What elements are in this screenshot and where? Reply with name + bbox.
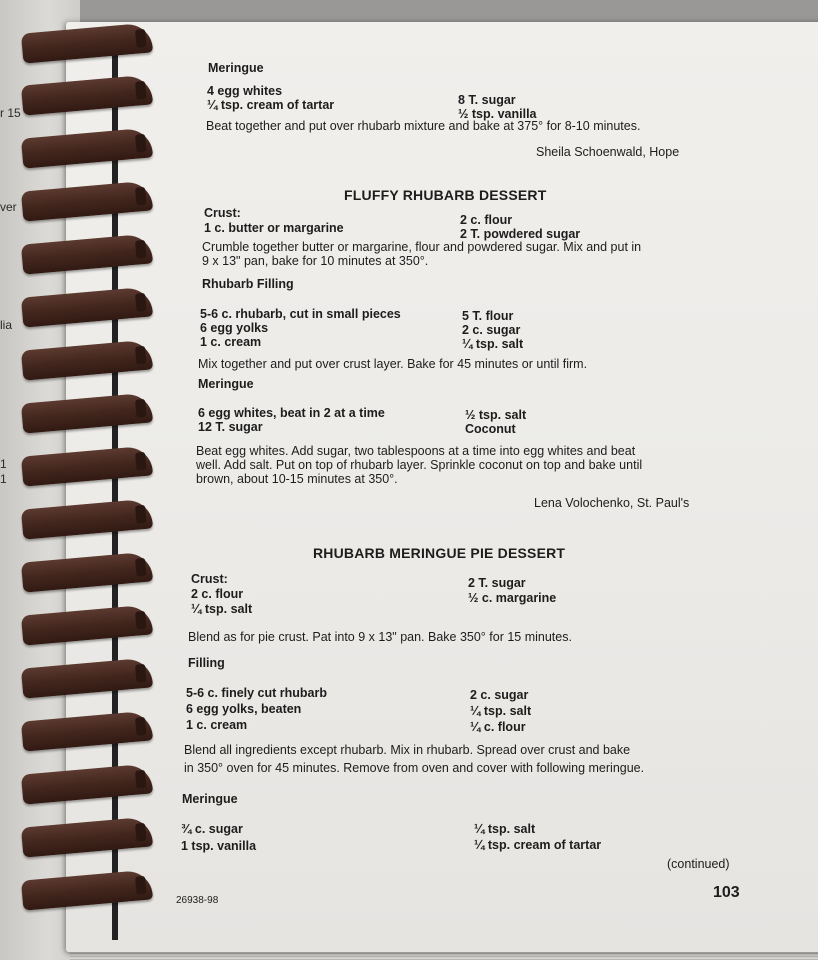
meringue-heading: Meringue	[182, 792, 238, 806]
ingredient: 2 c. sugar	[470, 688, 529, 702]
directions: in 350° oven for 45 minutes. Remove from oven and cover with following meringue.	[184, 761, 645, 775]
left-page-fragment: lia	[0, 318, 13, 332]
ingredient: 5 T. flour	[462, 309, 514, 323]
ingredient: ¼ tsp. cream of tartar	[474, 838, 602, 852]
ingredient: 2 c. flour	[191, 587, 244, 601]
left-page-fragment: r 15	[0, 106, 21, 120]
directions: Blend all ingredients except rhubarb. Mix in rhubarb. Spread over crust and bake	[184, 743, 631, 757]
ingredient: 12 T. sugar	[198, 420, 263, 434]
ingredient: 5-6 c. finely cut rhubarb	[186, 686, 328, 700]
left-page-fragment: 1	[0, 457, 7, 471]
ingredient: ¼ tsp. salt	[470, 704, 532, 718]
left-page-fragment: ver	[0, 200, 17, 214]
cookbook-page	[66, 22, 818, 952]
meringue-heading: Meringue	[198, 377, 254, 391]
continued-note: (continued)	[667, 857, 730, 871]
recipe-title: FLUFFY RHUBARB DESSERT	[344, 187, 547, 203]
ingredient: 2 T. powdered sugar	[460, 227, 581, 241]
ingredient: ½ tsp. salt	[465, 408, 527, 422]
ingredient: 1 tsp. vanilla	[181, 839, 257, 853]
ingredient: 6 egg yolks, beaten	[186, 702, 302, 716]
ingredient: 2 T. sugar	[468, 576, 526, 590]
directions: 9 x 13" pan, bake for 10 minutes at 350°.	[202, 254, 429, 268]
ingredient: 8 T. sugar	[458, 93, 516, 107]
ingredient: ½ c. margarine	[468, 591, 557, 605]
directions: Blend as for pie crust. Pat into 9 x 13" pan. Bake 350° for 15 minutes.	[188, 630, 572, 644]
ingredient: Coconut	[465, 422, 516, 436]
ingredient: 1 c. butter or margarine	[204, 221, 344, 235]
page-number: 103	[713, 884, 740, 901]
recipe-credit: Sheila Schoenwald, Hope	[536, 145, 680, 159]
ingredient: ¼ tsp. cream of tartar	[207, 98, 335, 112]
ingredient: ¾ c. sugar	[181, 822, 243, 836]
ingredient: ½ tsp. vanilla	[458, 107, 537, 121]
ingredient: ¼ tsp. salt	[462, 337, 524, 351]
ingredient: 4 egg whites	[207, 84, 283, 98]
ingredient: 2 c. sugar	[462, 323, 521, 337]
filling-heading: Filling	[188, 656, 225, 670]
ingredient: 2 c. flour	[460, 213, 513, 227]
ingredient: ¼ tsp. salt	[474, 822, 536, 836]
ingredient: 6 egg whites, beat in 2 at a time	[198, 406, 385, 420]
ingredient: ¼ c. flour	[470, 720, 526, 734]
directions: Beat egg whites. Add sugar, two tablespoons at a time into egg whites and beat	[196, 444, 636, 458]
crust-heading: Crust:	[191, 572, 228, 586]
ingredient: ¼ tsp. salt	[191, 602, 253, 616]
filling-heading: Rhubarb Filling	[202, 277, 294, 291]
recipe-credit: Lena Volochenko, St. Paul's	[534, 496, 690, 510]
crust-heading: Crust:	[204, 206, 241, 220]
directions: Beat together and put over rhubarb mixture and bake at 375° for 8-10 minutes.	[206, 119, 641, 133]
directions: brown, about 10-15 minutes at 350°.	[196, 472, 398, 486]
ingredient: 1 c. cream	[186, 718, 248, 732]
directions: Crumble together butter or margarine, flour and powdered sugar. Mix and put in	[202, 240, 642, 254]
recipe-title: RHUBARB MERINGUE PIE DESSERT	[313, 545, 566, 561]
meringue-heading: Meringue	[208, 61, 264, 75]
directions: well. Add salt. Put on top of rhubarb layer. Sprinkle coconut on top and bake until	[196, 458, 643, 472]
ingredient: 1 c. cream	[200, 335, 262, 349]
ingredient: 6 egg yolks	[200, 321, 269, 335]
directions: Mix together and put over crust layer. Bake for 45 minutes or until firm.	[198, 357, 588, 371]
left-page-fragment: 1	[0, 472, 7, 486]
print-code: 26938-98	[176, 895, 219, 906]
ingredient: 5-6 c. rhubarb, cut in small pieces	[200, 307, 401, 321]
